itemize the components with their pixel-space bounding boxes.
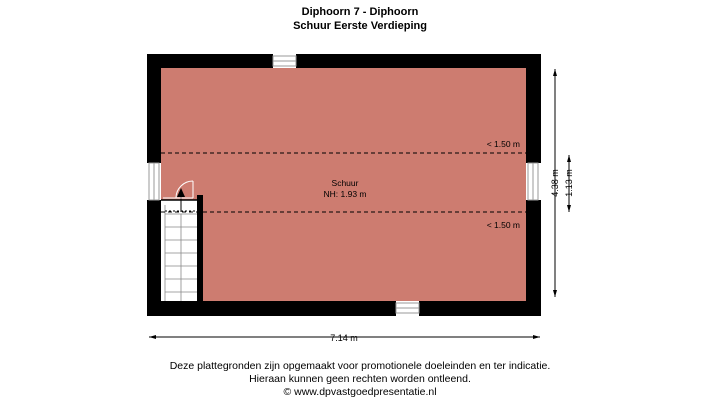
room-height: NH: 1.93 m (323, 189, 367, 199)
staircase (161, 188, 203, 301)
slope-label-upper: < 1.50 m (486, 139, 520, 149)
plan-subtitle: Schuur Eerste Verdieping (293, 20, 427, 32)
copyright-line: © www.dpvastgoedpresentatie.nl (283, 386, 437, 398)
disclaimer-line-2: Hieraan kunnen geen rechten worden ontleend. (249, 373, 471, 385)
slope-label-lower: < 1.50 m (486, 220, 520, 230)
window-right (526, 163, 541, 200)
plan-title: Diphoorn 7 - Diphoorn (301, 6, 419, 18)
window-top (273, 54, 296, 68)
room-name: Schuur (331, 178, 359, 188)
window-bottom (396, 301, 419, 316)
disclaimer-line-1: Deze plattegronden zijn opgemaakt voor promotionele doeleinden en ter indicatie. (169, 360, 551, 372)
window-left (147, 163, 161, 200)
partial-depth-label: 1.13 m (564, 169, 574, 197)
depth-label: 4.38 m (550, 169, 560, 197)
width-label: 7.14 m (330, 333, 358, 343)
